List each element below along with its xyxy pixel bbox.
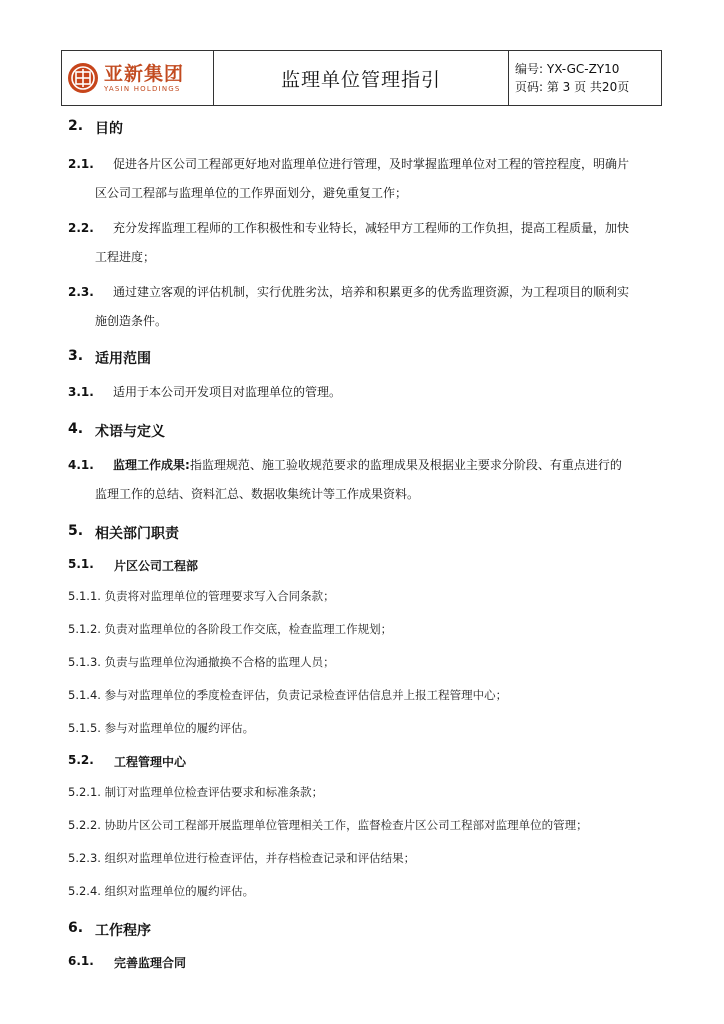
paragraph-continuation: 施创造条件。 [95,314,168,328]
section-heading: 5. 相关部门职责 [68,523,179,542]
document-header [61,50,662,106]
paragraph-item: 2.2. 充分发挥监理工程师的工作积极性和专业特长，减轻甲方工程师的工作负担，提高工程质量，加快 [68,221,630,235]
list-item: 5.2.1. 制订对监理单位检查评估要求和标准条款； [68,785,324,799]
paragraph-continuation: 区公司工程部与监理单位的工作界面划分，避免重复工作； [95,186,408,200]
logo-chinese-name: 亚新集团 [104,63,185,85]
page-number: 页码: 第 3 页 共20页 [515,80,630,94]
document-body [68,112,662,971]
document-meta [509,51,661,105]
paragraph-continuation: 监理工作的总结、资料汇总、数据收集统计等工作成果资料。 [95,487,420,501]
document-title: 监理单位管理指引 [214,51,509,105]
section-heading: 2. 目的 [68,118,123,137]
logo-emblem-icon [68,63,98,93]
list-item: 5.2.3. 组织对监理单位进行检查评估，并存档检查记录和评估结果； [68,851,416,865]
list-item: 5.2.2. 协助片区公司工程部开展监理单位管理相关工作，监督检查片区公司工程部对监理单位的管理； [68,818,588,832]
list-item: 5.1.4. 参与对监理单位的季度检查评估，负责记录检查评估信息并上报工程管理中心； [68,688,508,702]
section-heading: 4. 术语与定义 [68,421,165,440]
paragraph-item: 2.1. 促进各片区公司工程部更好地对监理单位进行管理，及时掌握监理单位对工程的管控程度，明确片 [68,157,630,171]
paragraph-item: 2.3. 通过建立客观的评估机制，实行优胜劣汰，培养和积累更多的优秀监理资源，为工程项目的顺利实 [68,285,630,299]
paragraph-continuation: 工程进度； [95,250,156,264]
subsection-heading: 5.1. 片区公司工程部 [68,557,199,573]
list-item: 5.1.5. 参与对监理单位的履约评估。 [68,721,255,735]
paragraph-item: 4.1. 监理工作成果:指监理规范、施工验收规范要求的监理成果及根据业主要求分阶段、有重点进行的 [68,458,622,472]
logo-english-name: YASIN HOLDINGS [104,85,181,93]
company-logo [62,51,214,105]
subsection-heading: 6.1. 完善监理合同 [68,954,187,970]
list-item: 5.1.1. 负责将对监理单位的管理要求写入合同条款； [68,589,335,603]
term-label: 监理工作成果: [113,458,190,472]
section-heading: 3. 适用范围 [68,348,151,367]
list-item: 5.1.3. 负责与监理单位沟通撤换不合格的监理人员； [68,655,335,669]
section-heading: 6. 工作程序 [68,920,151,939]
list-item: 5.2.4. 组织对监理单位的履约评估。 [68,884,255,898]
list-item: 5.1.2. 负责对监理单位的各阶段工作交底，检查监理工作规划； [68,622,393,636]
subsection-heading: 5.2. 工程管理中心 [68,753,187,769]
document-number: 编号: YX-GC-ZY10 [515,62,620,76]
paragraph-item: 3.1. 适用于本公司开发项目对监理单位的管理。 [68,385,342,399]
